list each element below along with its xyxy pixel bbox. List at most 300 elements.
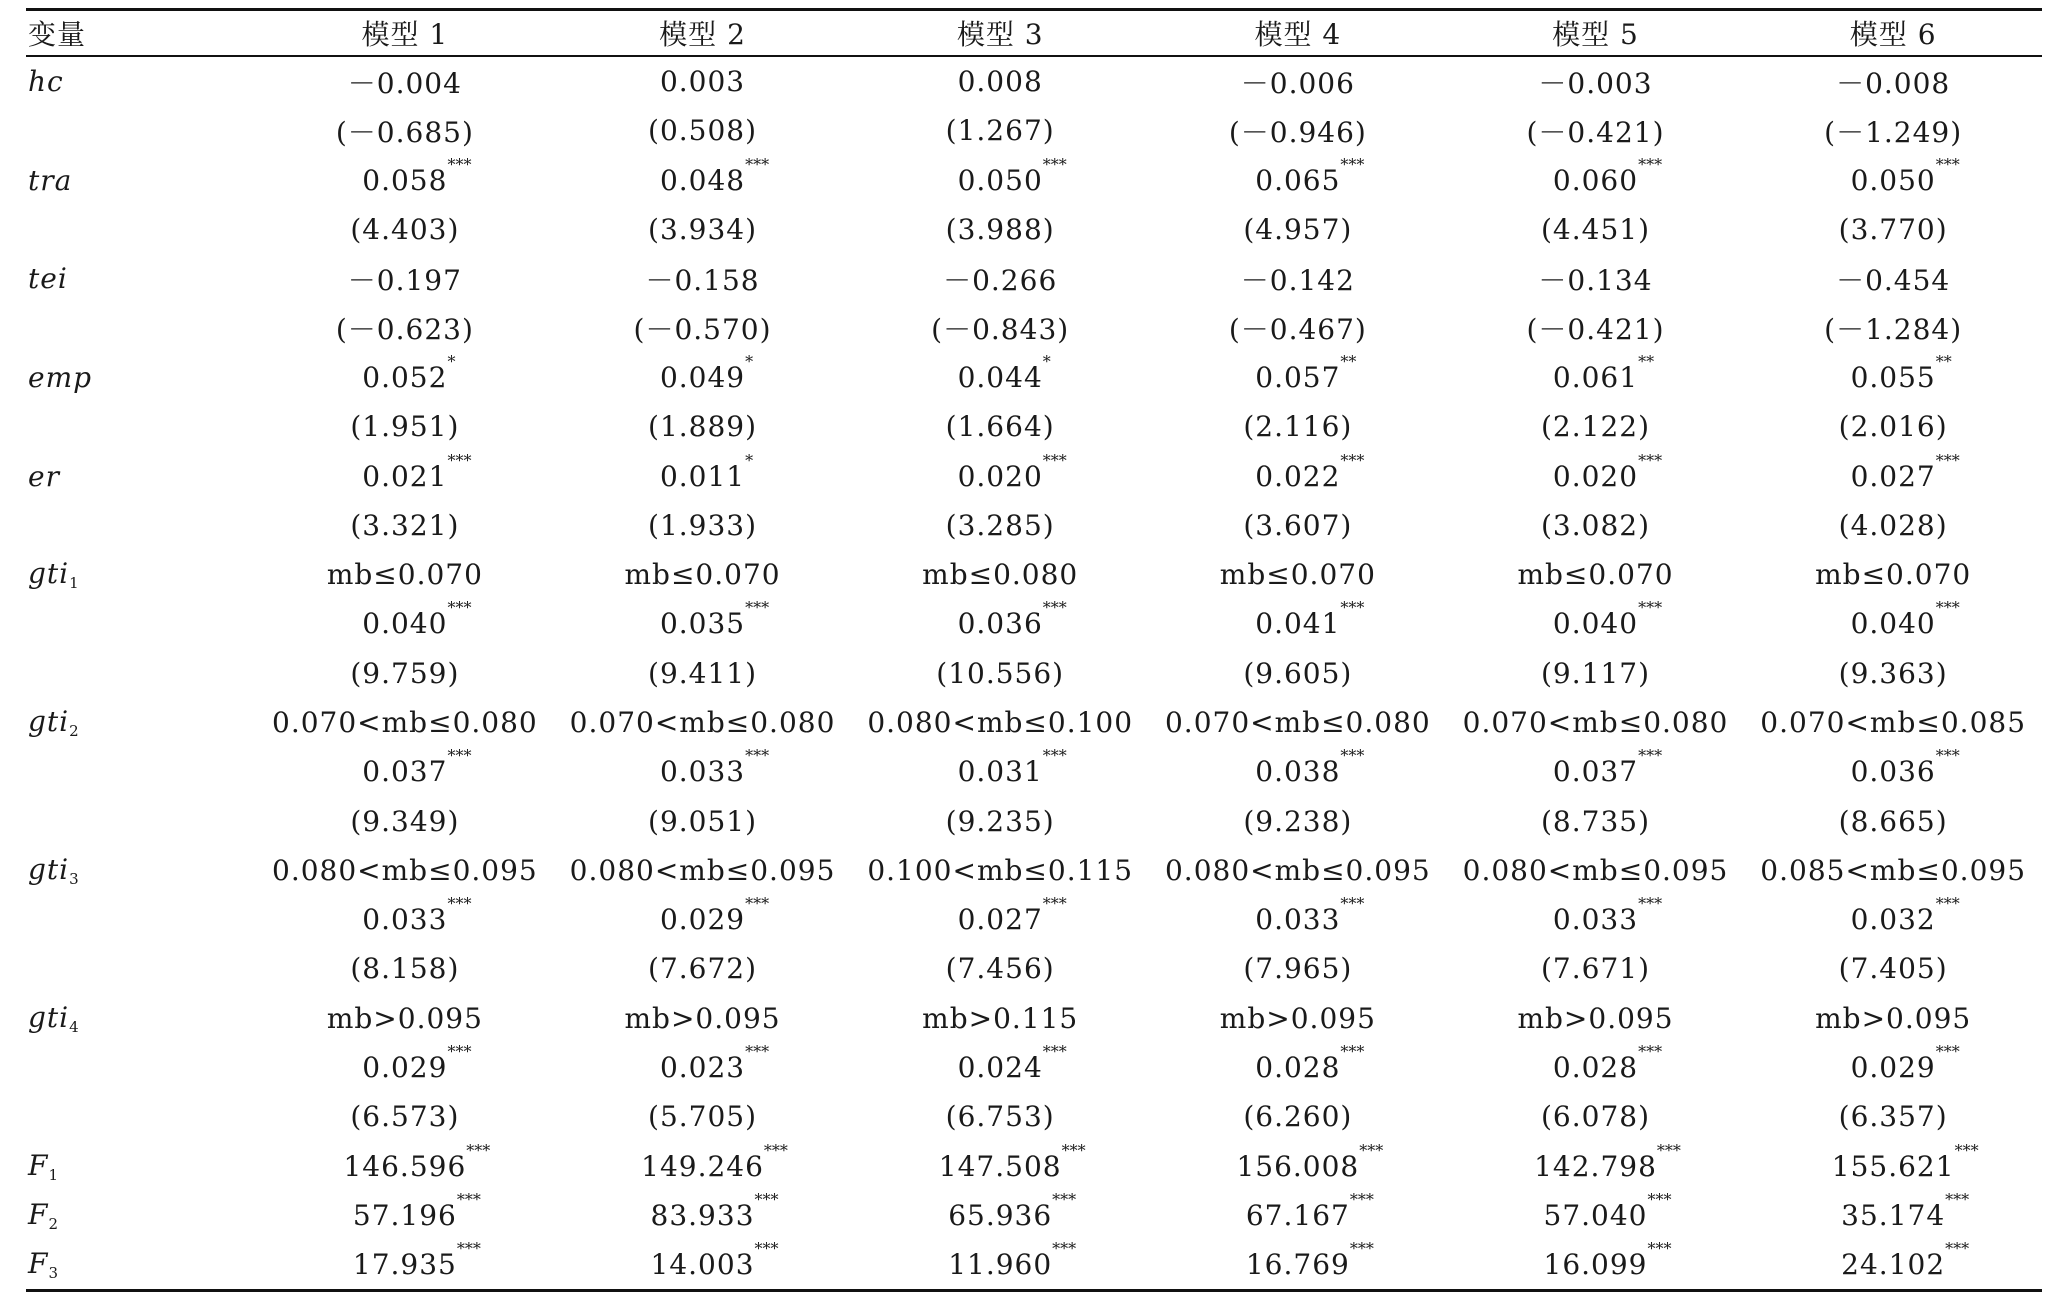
cell-content — [1245, 1189, 1374, 1232]
cell-value: mb>0.095 — [1219, 1001, 1376, 1035]
table-cell-model-6 — [1744, 156, 2042, 205]
cell-value: (2.016) — [1838, 410, 1948, 444]
table-cell-model-5 — [1447, 846, 1745, 895]
cell-value: －0.197 — [347, 263, 462, 297]
significance-stars: *** — [1647, 1239, 1672, 1259]
significance-stars: *** — [745, 1042, 770, 1062]
cell-content — [867, 706, 1133, 739]
table-cell-model-4 — [1149, 796, 1447, 845]
cell-value: (－0.685) — [335, 115, 474, 149]
cell-value: (－1.249) — [1824, 115, 1963, 149]
table-cell-model-2 — [554, 402, 852, 451]
row-variable-label — [26, 451, 256, 500]
row-variable-label — [26, 994, 256, 1043]
row-variable-label — [26, 1043, 256, 1092]
cell-value: (7.456) — [945, 952, 1055, 986]
cell-value: 67.167 — [1245, 1198, 1350, 1232]
table-cell-model-5 — [1447, 303, 1745, 352]
cell-value: (7.672) — [648, 952, 758, 986]
cell-content — [948, 1189, 1077, 1232]
table-cell-model-5 — [1447, 895, 1745, 944]
cell-content — [272, 854, 538, 887]
table-cell-model-4 — [1149, 1191, 1447, 1240]
cell-value: (9.759) — [350, 656, 460, 690]
table-cell-model-4 — [1149, 1043, 1447, 1092]
table-cell-model-1 — [256, 156, 554, 205]
table-cell-model-2 — [554, 303, 852, 352]
cell-value: 0.033 — [362, 903, 448, 937]
cell-content — [343, 1140, 491, 1183]
cell-content — [1243, 1100, 1352, 1133]
table-row — [26, 994, 2042, 1043]
cell-content — [1229, 308, 1367, 348]
cell-content — [957, 351, 1051, 394]
cell-content — [327, 558, 483, 591]
table-cell-model-6 — [1744, 747, 2042, 796]
table-cell-model-3 — [851, 994, 1149, 1043]
table-cell-model-4 — [1149, 550, 1447, 599]
row-variable-label — [26, 846, 256, 895]
table-cell-model-6 — [1744, 501, 2042, 550]
significance-stars: * — [1042, 351, 1051, 371]
table-cell-model-4 — [1149, 747, 1447, 796]
row-variable-label — [26, 1092, 256, 1141]
cell-content — [1839, 410, 1948, 443]
header-model-2: 模型 2 — [554, 10, 852, 57]
row-variable-label — [26, 1191, 256, 1240]
table-cell-model-2 — [554, 796, 852, 845]
cell-value: (1.664) — [945, 410, 1055, 444]
cell-value: (4.451) — [1540, 213, 1650, 247]
significance-stars: *** — [1042, 746, 1067, 766]
table-row — [26, 944, 2042, 993]
cell-content — [327, 1002, 483, 1035]
cell-content — [1255, 746, 1365, 789]
cell-content — [659, 450, 754, 493]
cell-content — [1850, 894, 1960, 937]
cell-value: 57.040 — [1543, 1198, 1648, 1232]
cell-value: (7.405) — [1838, 952, 1948, 986]
cell-value: 0.021 — [362, 459, 448, 493]
cell-value: 0.100<mb≤0.115 — [867, 853, 1134, 887]
cell-content — [867, 854, 1133, 887]
table-cell-model-2 — [554, 550, 852, 599]
table-cell-model-2 — [554, 944, 852, 993]
table-cell-model-1 — [256, 205, 554, 254]
table-row — [26, 56, 2042, 106]
table-row — [26, 747, 2042, 796]
significance-stars: *** — [1935, 154, 1960, 174]
cell-content — [936, 657, 1064, 690]
table-cell-model-6 — [1744, 1240, 2042, 1291]
significance-stars: *** — [1638, 450, 1663, 470]
cell-content — [570, 854, 836, 887]
table-cell-model-4 — [1149, 353, 1447, 402]
cell-content — [1165, 706, 1431, 739]
cell-value: (4.028) — [1838, 508, 1948, 542]
cell-content — [634, 308, 772, 348]
cell-value: 0.070<mb≤0.080 — [272, 706, 538, 739]
cell-value: 0.070<mb≤0.080 — [569, 706, 836, 739]
significance-stars: ** — [1935, 351, 1952, 371]
cell-content — [1541, 952, 1650, 985]
cell-value: 0.058 — [362, 163, 448, 197]
cell-value: 0.028 — [1255, 1051, 1341, 1085]
significance-stars: *** — [745, 598, 770, 618]
significance-stars: *** — [456, 1189, 481, 1209]
cell-value: (1.889) — [648, 410, 758, 444]
variable-subscript: 4 — [69, 1017, 79, 1036]
cell-value: (6.753) — [945, 1100, 1055, 1134]
table-cell-model-4 — [1149, 846, 1447, 895]
cell-value: 146.596 — [343, 1149, 467, 1183]
table-cell-model-1 — [256, 402, 554, 451]
table-cell-model-1 — [256, 649, 554, 698]
cell-value: 83.933 — [650, 1198, 755, 1232]
cell-content — [659, 154, 770, 197]
table-cell-model-6 — [1744, 1043, 2042, 1092]
cell-value: (5.705) — [648, 1100, 758, 1134]
table-cell-model-6 — [1744, 944, 2042, 993]
cell-value: 0.037 — [362, 755, 448, 789]
cell-value: 16.099 — [1543, 1248, 1648, 1282]
cell-value: (7.671) — [1540, 952, 1650, 986]
cell-content — [350, 952, 459, 985]
cell-content — [946, 509, 1055, 542]
variable-name: gti — [28, 557, 70, 591]
significance-stars: ** — [1340, 351, 1357, 371]
header-model-1: 模型 1 — [256, 10, 554, 57]
cell-content — [362, 1042, 472, 1085]
cell-content — [1839, 509, 1948, 542]
cell-content — [645, 259, 759, 299]
table-cell-model-1 — [256, 944, 554, 993]
row-variable-label — [26, 303, 256, 352]
table-cell-model-5 — [1447, 994, 1745, 1043]
table-cell-model-5 — [1447, 1191, 1745, 1240]
cell-value: mb>0.095 — [1517, 1001, 1674, 1035]
cell-content — [648, 657, 757, 690]
cell-value: (6.573) — [350, 1100, 460, 1134]
table-row — [26, 303, 2042, 352]
significance-stars: *** — [1052, 1239, 1077, 1259]
cell-value: 0.050 — [957, 163, 1043, 197]
cell-content — [957, 154, 1067, 197]
table-cell-model-2 — [554, 747, 852, 796]
cell-content — [1517, 558, 1673, 591]
table-cell-model-3 — [851, 303, 1149, 352]
cell-value: 156.008 — [1236, 1149, 1360, 1183]
cell-value: (1.267) — [945, 114, 1055, 148]
table-cell-model-4 — [1149, 698, 1447, 747]
table-cell-model-6 — [1744, 796, 2042, 845]
row-variable-label — [26, 649, 256, 698]
cell-content — [1552, 450, 1663, 493]
cell-content — [624, 558, 780, 591]
cell-value: 24.102 — [1841, 1248, 1946, 1282]
cell-content — [1241, 62, 1355, 102]
cell-content — [1526, 308, 1664, 348]
table-cell-model-4 — [1149, 994, 1447, 1043]
variable-name: gti — [28, 1000, 70, 1034]
significance-stars: *** — [1052, 1189, 1077, 1209]
row-variable-label — [26, 501, 256, 550]
table-row — [26, 550, 2042, 599]
cell-value: －0.008 — [1836, 66, 1951, 100]
cell-content — [1526, 111, 1664, 151]
table-cell-model-2 — [554, 156, 852, 205]
cell-value: 0.041 — [1255, 607, 1341, 641]
cell-content — [648, 114, 757, 147]
cell-value: 0.008 — [957, 65, 1043, 99]
table-cell-model-6 — [1744, 402, 2042, 451]
cell-value: (7.965) — [1243, 952, 1353, 986]
significance-stars: *** — [1340, 894, 1365, 914]
cell-value: 0.035 — [659, 607, 746, 641]
table-cell-model-5 — [1447, 254, 1745, 303]
table-header — [26, 10, 2042, 57]
cell-content — [648, 213, 757, 246]
cell-value: 0.057 — [1255, 360, 1341, 394]
table-cell-model-2 — [554, 895, 852, 944]
row-variable-label — [26, 599, 256, 648]
table-cell-model-2 — [554, 1092, 852, 1141]
cell-content — [362, 351, 456, 394]
cell-content — [1517, 1002, 1673, 1035]
table-cell-model-5 — [1447, 1142, 1745, 1191]
table-cell-model-2 — [554, 106, 852, 155]
cell-content — [948, 1239, 1077, 1282]
cell-content — [648, 952, 757, 985]
cell-value: (9.363) — [1838, 656, 1948, 690]
row-variable-label — [26, 156, 256, 205]
cell-value: mb≤0.070 — [1219, 558, 1376, 592]
cell-content — [362, 894, 472, 937]
cell-content — [350, 1100, 459, 1133]
table-cell-model-1 — [256, 451, 554, 500]
table-row — [26, 1092, 2042, 1141]
table-cell-model-2 — [554, 1191, 852, 1240]
cell-value: (3.934) — [648, 213, 758, 247]
variable-subscript: 1 — [69, 574, 79, 593]
significance-stars: *** — [1638, 894, 1663, 914]
table-cell-model-6 — [1744, 649, 2042, 698]
table-cell-model-3 — [851, 205, 1149, 254]
table-cell-model-6 — [1744, 254, 2042, 303]
table-cell-model-5 — [1447, 156, 1745, 205]
cell-value: －0.134 — [1538, 263, 1653, 297]
significance-stars: *** — [1945, 1189, 1970, 1209]
cell-content — [1836, 259, 1950, 299]
cell-content — [362, 746, 472, 789]
cell-content — [1243, 952, 1352, 985]
table-cell-model-2 — [554, 353, 852, 402]
cell-value: 65.936 — [948, 1198, 1053, 1232]
cell-content — [922, 1002, 1078, 1035]
table-cell-model-6 — [1744, 698, 2042, 747]
row-variable-label — [26, 747, 256, 796]
table-cell-model-3 — [851, 1240, 1149, 1291]
cell-value: (－0.467) — [1228, 313, 1367, 347]
variable-name: er — [28, 459, 60, 493]
cell-value: (8.158) — [350, 952, 460, 986]
table-cell-model-4 — [1149, 649, 1447, 698]
significance-stars: *** — [1954, 1140, 1979, 1160]
table-cell-model-1 — [256, 254, 554, 303]
cell-value: 0.027 — [957, 903, 1043, 937]
table-cell-model-3 — [851, 56, 1149, 106]
table-row — [26, 205, 2042, 254]
table-cell-model-1 — [256, 846, 554, 895]
cell-value: 0.052 — [362, 360, 448, 394]
significance-stars: *** — [1656, 1140, 1681, 1160]
cell-value: 0.080<mb≤0.095 — [1164, 853, 1431, 887]
significance-stars: * — [745, 351, 754, 371]
cell-value: －0.454 — [1836, 263, 1951, 297]
table-cell-model-2 — [554, 205, 852, 254]
cell-content — [957, 598, 1067, 641]
cell-content — [1850, 450, 1960, 493]
table-row — [26, 796, 2042, 845]
significance-stars: *** — [456, 1239, 481, 1259]
cell-content — [938, 1140, 1086, 1183]
cell-value: 0.036 — [1850, 755, 1936, 789]
cell-content — [1220, 558, 1376, 591]
cell-value: 11.960 — [948, 1248, 1053, 1282]
cell-value: mb>0.115 — [922, 1001, 1079, 1035]
table-cell-model-2 — [554, 56, 852, 106]
significance-stars: *** — [447, 746, 472, 766]
cell-content — [1552, 746, 1663, 789]
significance-stars: *** — [745, 746, 770, 766]
cell-content — [648, 410, 757, 443]
significance-stars: *** — [1042, 894, 1067, 914]
table-cell-model-3 — [851, 106, 1149, 155]
cell-content — [272, 706, 538, 739]
table-cell-model-4 — [1149, 106, 1447, 155]
table-cell-model-6 — [1744, 1142, 2042, 1191]
table-cell-model-5 — [1447, 451, 1745, 500]
cell-value: (3.321) — [350, 508, 460, 542]
table-cell-model-1 — [256, 353, 554, 402]
cell-content — [1824, 111, 1962, 151]
cell-content — [1243, 657, 1352, 690]
cell-content — [1541, 213, 1650, 246]
table-cell-model-3 — [851, 550, 1149, 599]
cell-value: mb≤0.070 — [326, 558, 483, 592]
cell-value: (9.605) — [1243, 656, 1353, 690]
row-variable-label — [26, 106, 256, 155]
cell-value: 0.029 — [1850, 1051, 1936, 1085]
cell-content — [1831, 1140, 1979, 1183]
cell-content — [1760, 706, 2026, 739]
cell-content — [1760, 854, 2026, 887]
significance-stars: *** — [1340, 450, 1365, 470]
table-cell-model-4 — [1149, 895, 1447, 944]
cell-content — [362, 154, 472, 197]
cell-value: (－1.284) — [1824, 313, 1963, 347]
table-cell-model-5 — [1447, 353, 1745, 402]
cell-value: 0.080<mb≤0.100 — [867, 706, 1134, 739]
table-cell-model-3 — [851, 895, 1149, 944]
cell-value: (1.951) — [350, 410, 460, 444]
cell-value: 0.020 — [957, 459, 1043, 493]
regression-results-table — [26, 8, 2042, 1292]
table-cell-model-2 — [554, 1240, 852, 1291]
significance-stars: *** — [1935, 894, 1960, 914]
cell-content — [1541, 509, 1650, 542]
cell-value: (－0.946) — [1228, 115, 1367, 149]
cell-content — [1552, 351, 1655, 394]
cell-content — [1241, 259, 1355, 299]
header-model-5: 模型 5 — [1447, 10, 1745, 57]
cell-value: 0.020 — [1552, 459, 1639, 493]
significance-stars: *** — [1349, 1189, 1374, 1209]
header-model-3: 模型 3 — [851, 10, 1149, 57]
significance-stars: ** — [1638, 351, 1655, 371]
cell-content — [650, 1189, 779, 1232]
table-cell-model-5 — [1447, 944, 1745, 993]
table-cell-model-2 — [554, 599, 852, 648]
cell-value: 0.037 — [1552, 755, 1639, 789]
cell-content — [1534, 1140, 1681, 1183]
table-cell-model-3 — [851, 254, 1149, 303]
table-cell-model-2 — [554, 994, 852, 1043]
cell-content — [1538, 259, 1652, 299]
table-cell-model-6 — [1744, 550, 2042, 599]
cell-value: (6.078) — [1540, 1100, 1650, 1134]
table-cell-model-3 — [851, 944, 1149, 993]
table-cell-model-5 — [1447, 698, 1745, 747]
table-cell-model-5 — [1447, 402, 1745, 451]
cell-value: (3.607) — [1243, 508, 1353, 542]
cell-value: (10.556) — [936, 656, 1065, 690]
cell-content — [336, 111, 474, 151]
table-row — [26, 1240, 2042, 1291]
cell-value: (9.117) — [1540, 656, 1650, 690]
table-cell-model-5 — [1447, 649, 1745, 698]
significance-stars: *** — [1042, 154, 1067, 174]
cell-value: 0.031 — [957, 755, 1043, 789]
cell-content — [1541, 657, 1650, 690]
cell-value: mb>0.095 — [624, 1001, 781, 1035]
cell-content — [1165, 854, 1431, 887]
table-cell-model-6 — [1744, 353, 2042, 402]
significance-stars: *** — [1935, 598, 1960, 618]
cell-content — [348, 259, 462, 299]
cell-content — [648, 805, 757, 838]
cell-value: －0.158 — [645, 263, 760, 297]
variable-name: F — [28, 1247, 49, 1281]
cell-content — [1236, 1140, 1384, 1183]
cell-content — [570, 706, 836, 739]
cell-value: mb≤0.070 — [1517, 558, 1674, 592]
row-variable-label — [26, 56, 256, 106]
table-cell-model-5 — [1447, 796, 1745, 845]
cell-value: 0.029 — [362, 1051, 448, 1085]
cell-value: 0.022 — [1255, 459, 1341, 493]
table-row — [26, 451, 2042, 500]
cell-content — [352, 1189, 481, 1232]
table-row — [26, 599, 2042, 648]
cell-value: (9.238) — [1243, 804, 1353, 838]
table-cell-model-6 — [1744, 599, 2042, 648]
cell-value: mb≤0.070 — [624, 558, 781, 592]
variable-name: gti — [28, 705, 70, 738]
cell-content — [957, 450, 1067, 493]
table-cell-model-1 — [256, 56, 554, 106]
cell-content — [362, 450, 472, 493]
